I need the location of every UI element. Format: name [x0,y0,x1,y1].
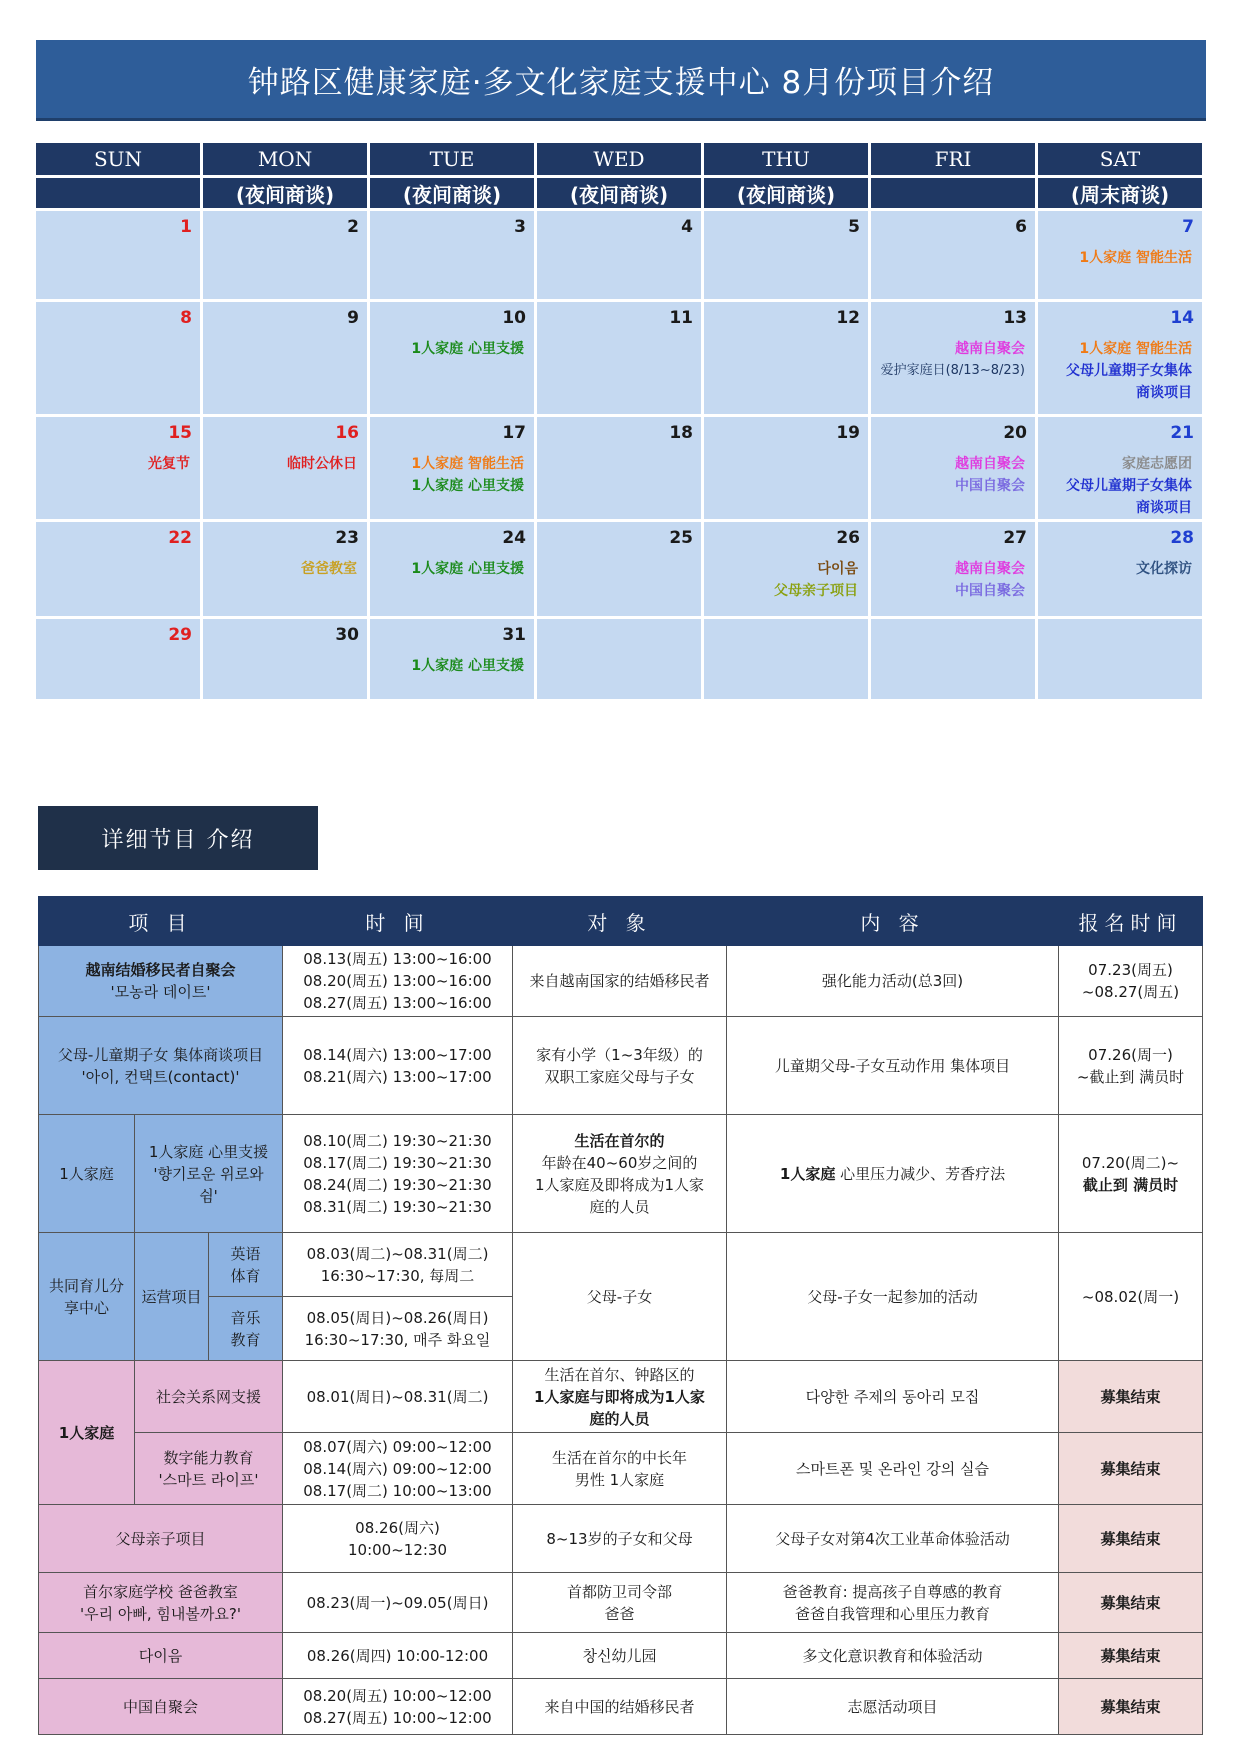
program-target: 家有小学（1~3年级）的 双职工家庭父母与子女 [513,1017,727,1115]
day-number: 21 [1170,423,1194,443]
day-number: 27 [1003,528,1027,548]
calendar-event: 1人家庭 智能生活 [1079,341,1192,357]
day-number: 10 [502,308,526,328]
calendar-event: 商谈项目 [1136,385,1192,401]
program-target: 首都防卫司令部 爸爸 [513,1573,727,1633]
calendar-day-cell [871,211,1035,299]
weekday-header: SUN [36,143,200,175]
calendar-day-cell [1038,302,1202,414]
page-title: 钟路区健康家庭·多文化家庭支援中心 8月份项目介绍 [36,40,1206,121]
program-name: 数字能力教育 '스마트 라이프' [135,1433,283,1505]
weekday-header: MON [203,143,367,175]
calendar-event: 商谈项目 [1136,500,1192,516]
program-name: 父母-儿童期子女 集体商谈项目 '아이, 컨택트(contact)' [39,1017,283,1115]
registration-closed: 募集结束 [1059,1633,1203,1679]
calendar-day-cell [704,619,868,699]
calendar-day-cell [370,417,534,519]
weekday-header: WED [537,143,701,175]
program-category: 共同育儿分享中心 [39,1233,135,1361]
day-number [1038,619,1202,649]
program-name: 首尔家庭学校 爸爸教室 '우리 아빠, 힘내볼까요?' [39,1573,283,1633]
program-category: 1人家庭 [39,1361,135,1505]
calendar-event: 越南自聚会 [955,456,1025,472]
table-row [39,1433,1203,1505]
calendar-day-cell [871,302,1035,414]
calendar-event: 父母儿童期子女集体 [1066,478,1192,494]
day-number [704,619,868,649]
program-content: 父母-子女一起参加的活动 [727,1233,1059,1361]
calendar-day-cell [203,302,367,414]
calendar-event: 光复节 [148,456,190,472]
program-content: 儿童期父母-子女互动作用 集体项目 [727,1017,1059,1115]
calendar-day-cell [370,522,534,616]
day-number: 28 [1170,528,1194,548]
registration-closed: 募集结束 [1059,1505,1203,1573]
calendar-day-cell [537,522,701,616]
calendar-event: 爸爸教室 [301,561,357,577]
calendar-day-cell [871,417,1035,519]
program-content: 1人家庭 心里压力减少、芳香疗法 [727,1115,1059,1233]
program-time: 08.26(周四) 10:00-12:00 [283,1633,513,1679]
calendar-day-cell [1038,619,1202,699]
program-time: 08.07(周六) 09:00~12:00 08.14(周六) 09:00~12:00 08.17(周二) 10:00~13:00 [283,1433,513,1505]
program-time: 08.13(周五) 13:00~16:00 08.20(周五) 13:00~16:00 08.27(周五) 13:00~16:00 [283,946,513,1017]
calendar-event: 越南自聚会 [955,561,1025,577]
registration-closed: 募集结束 [1059,1361,1203,1433]
table-row [39,1361,1203,1433]
day-number: 18 [669,423,693,443]
table-row [39,1505,1203,1573]
day-number: 16 [335,423,359,443]
col-header-time: 时 间 [283,897,513,946]
calendar-day-cell [537,211,701,299]
calendar-day-cell [537,619,701,699]
program-target: 창신幼儿园 [513,1633,727,1679]
program-time: 08.20(周五) 10:00~12:00 08.27(周五) 10:00~12:00 [283,1679,513,1735]
calendar-week [36,619,1202,699]
program-name: 다이음 [39,1633,283,1679]
day-number: 4 [681,217,693,237]
table-row [39,1017,1203,1115]
col-header-registration: 报名时间 [1059,897,1203,946]
day-number: 22 [168,528,192,548]
calendar-week [36,211,1202,299]
calendar-day-cell [871,522,1035,616]
program-registration: 07.20(周二)~ 截止到 满员时 [1059,1115,1203,1233]
day-number: 13 [1003,308,1027,328]
day-number: 5 [848,217,860,237]
weekday-header: TUE [370,143,534,175]
day-number: 29 [168,625,192,645]
calendar-event: 1人家庭 心里支援 [411,478,524,494]
day-number: 7 [1182,217,1194,237]
weekday-sublabel [36,178,200,208]
col-header-target: 对 象 [513,897,727,946]
table-row [39,1633,1203,1679]
program-name: 音乐 教育 [209,1297,283,1361]
program-name: 英语 体育 [209,1233,283,1297]
day-number: 9 [347,308,359,328]
program-registration: 07.26(周一) ~截止到 满员时 [1059,1017,1203,1115]
col-header-content: 内 容 [727,897,1059,946]
calendar-day-cell [370,211,534,299]
calendar-event: 1人家庭 心里支援 [411,561,524,577]
program-target: 来自越南国家的结婚移民者 [513,946,727,1017]
calendar-event: 父母亲子项目 [774,583,858,599]
calendar-day-cell [36,619,200,699]
calendar-day-cell [1038,211,1202,299]
calendar-day-cell [36,302,200,414]
calendar-event: 家庭志愿团 [1122,456,1192,472]
program-content: 多文化意识教育和体验活动 [727,1633,1059,1679]
program-target: 生活在首尔的 年龄在40~60岁之间的 1人家庭及即将成为1人家 庭的人员 [513,1115,727,1233]
day-number: 15 [168,423,192,443]
weekday-sublabel: (周末商谈) [1038,178,1202,208]
calendar-day-cell [1038,417,1202,519]
calendar-day-cell [704,417,868,519]
program-target: 8~13岁的子女和父母 [513,1505,727,1573]
weekday-sublabel: (夜间商谈) [370,178,534,208]
program-time: 08.01(周日)~08.31(周二) [283,1361,513,1433]
weekday-header: SAT [1038,143,1202,175]
table-header-row [39,897,1203,946]
calendar-day-cell [370,302,534,414]
calendar-event: 越南自聚会 [955,341,1025,357]
calendar-day-cell [36,211,200,299]
calendar-event: 临时公休日 [287,456,357,472]
calendar-event: 1人家庭 心里支援 [411,341,524,357]
calendar-week [36,302,1202,414]
calendar-day-cell [36,417,200,519]
calendar-day-cell [203,619,367,699]
program-target: 生活在首尔、钟路区的 1人家庭与即将成为1人家 庭的人员 [513,1361,727,1433]
calendar-event: 父母儿童期子女集体 [1066,363,1192,379]
calendar-event: 爱护家庭日(8/13~8/23) [880,363,1025,378]
weekday-sublabel: (夜间商谈) [537,178,701,208]
day-number: 20 [1003,423,1027,443]
calendar-day-cell [203,417,367,519]
program-target: 父母-子女 [513,1233,727,1361]
calendar-day-cell [1038,522,1202,616]
calendar-event: 1人家庭 心里支援 [411,658,524,674]
day-number: 3 [514,217,526,237]
calendar-day-cell [871,619,1035,699]
calendar-event: 1人家庭 智能生活 [1079,250,1192,266]
calendar-day-cell [537,302,701,414]
calendar-day-cell [203,211,367,299]
table-row [39,1679,1203,1735]
program-subcategory: 运营项目 [135,1233,209,1361]
program-time: 08.26(周六) 10:00~12:30 [283,1505,513,1573]
day-number: 25 [669,528,693,548]
day-number: 23 [335,528,359,548]
calendar-day-cell [704,211,868,299]
day-number: 6 [1015,217,1027,237]
program-name: 越南结婚移民者自聚会 '모농라 데이트' [39,946,283,1017]
program-target: 生活在首尔的中长年 男性 1人家庭 [513,1433,727,1505]
program-time: 08.10(周二) 19:30~21:30 08.17(周二) 19:30~21:30 08.24(周二) 19:30~21:30 08.31(周二) 19:30~21:30 [283,1115,513,1233]
registration-closed: 募集结束 [1059,1573,1203,1633]
calendar-event: 中国自聚会 [955,583,1025,599]
day-number: 14 [1170,308,1194,328]
program-detail-table [38,896,1203,1735]
day-number: 2 [347,217,359,237]
program-registration: ~08.02(周一) [1059,1233,1203,1361]
calendar-event: 다이음 [817,561,858,577]
day-number: 11 [669,308,693,328]
day-number: 31 [502,625,526,645]
table-row [39,1115,1203,1233]
table-row [39,946,1203,1017]
program-content: 爸爸教育: 提高孩子自尊感的教育 爸爸自我管理和心里压力教育 [727,1573,1059,1633]
program-category: 1人家庭 [39,1115,135,1233]
day-number: 1 [180,217,192,237]
program-time: 08.05(周日)~08.26(周日) 16:30~17:30, 매주 화요일 [283,1297,513,1361]
calendar-day-cell [537,417,701,519]
program-content: 志愿活动项目 [727,1679,1059,1735]
program-time: 08.03(周二)~08.31(周二) 16:30~17:30, 每周二 [283,1233,513,1297]
calendar-week [36,417,1202,519]
day-number [537,619,701,649]
calendar-day-cell [704,302,868,414]
calendar-event: 文化探访 [1136,561,1192,577]
weekday-sublabel: (夜间商谈) [203,178,367,208]
table-row [39,1573,1203,1633]
weekday-header: FRI [871,143,1035,175]
weekday-sublabel [871,178,1035,208]
program-target: 来自中国的结婚移民者 [513,1679,727,1735]
program-time: 08.14(周六) 13:00~17:00 08.21(周六) 13:00~17:00 [283,1017,513,1115]
calendar-day-cell [370,619,534,699]
day-number: 24 [502,528,526,548]
program-time: 08.23(周一)~09.05(周日) [283,1573,513,1633]
program-content: 父母子女对第4次工业革命体验活动 [727,1505,1059,1573]
section-label: 详细节目 介绍 [38,806,318,870]
day-number: 8 [180,308,192,328]
day-number: 26 [836,528,860,548]
calendar-day-cell [704,522,868,616]
day-number: 12 [836,308,860,328]
day-number: 19 [836,423,860,443]
calendar [33,140,1205,702]
program-name: 中国自聚会 [39,1679,283,1735]
day-number: 30 [335,625,359,645]
registration-closed: 募集结束 [1059,1679,1203,1735]
program-content: 스마트폰 및 온라인 강의 실습 [727,1433,1059,1505]
program-name: 社会关系网支援 [135,1361,283,1433]
weekday-header: THU [704,143,868,175]
col-header-program: 项 目 [39,897,283,946]
weekday-sublabel: (夜间商谈) [704,178,868,208]
day-number [871,619,1035,649]
program-content: 다양한 주제의 동아리 모집 [727,1361,1059,1433]
program-registration: 07.23(周五) ~08.27(周五) [1059,946,1203,1017]
program-content: 强化能力活动(总3回) [727,946,1059,1017]
program-name: 1人家庭 心里支援 '향기로운 위로와 쉼' [135,1115,283,1233]
calendar-day-cell [36,522,200,616]
calendar-week [36,522,1202,616]
day-number: 17 [502,423,526,443]
calendar-day-cell [203,522,367,616]
program-name: 父母亲子项目 [39,1505,283,1573]
calendar-event: 1人家庭 智能生活 [411,456,524,472]
table-row [39,1233,1203,1297]
registration-closed: 募集结束 [1059,1433,1203,1505]
calendar-event: 中国自聚会 [955,478,1025,494]
